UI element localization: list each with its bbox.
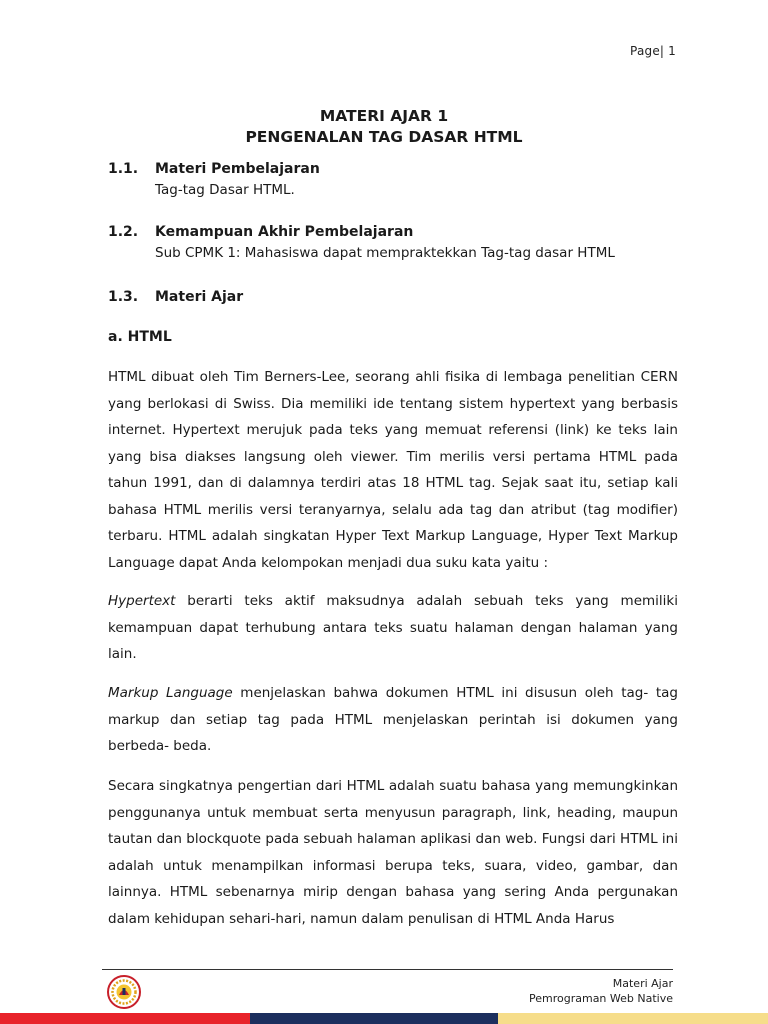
paragraph-intro: HTML dibuat oleh Tim Berners-Lee, seorang ahli fisika di lembaga penelitian CERN yang berlokasi di Swiss. Dia memiliki ide tentang sistem hypertext yang berbasis internet. Hypertext merujuk pada teks yang memuat referensi (link) ke teks lain yang bisa diakses langsung oleh viewer. Tim merilis versi pertama HTML pada tahun 1991, dan di dalamnya terdiri atas 18 HTML tag. Sejak saat itu, setiap kali bahasa HTML merilis versi teranyarnya, selalu ada tag dan atribut (tag modifier) terbaru. HTML adalah singkatan Hyper Text Markup Language, Hyper Text Markup Language dapat Anda kelompokan menjadi dua suku kata yaitu : — [108, 369, 678, 571]
section-content: Sub CPMK 1: Mahasiswa dapat mempraktekkan Tag-tag dasar HTML — [155, 245, 615, 261]
section-content: Tag-tag Dasar HTML. — [155, 182, 295, 198]
footer-line-1: Materi Ajar — [612, 977, 673, 990]
color-bar-navy — [250, 1013, 498, 1024]
subheading-html: a. HTML — [108, 329, 172, 345]
paragraph-hypertext — [108, 588, 678, 668]
section-heading: Kemampuan Akhir Pembelajaran — [155, 224, 414, 240]
footer-caption — [529, 976, 673, 1006]
color-bar-yellow — [498, 1013, 768, 1024]
section-number: 1.2. — [108, 224, 139, 240]
university-seal-icon — [104, 974, 144, 1010]
section-1-1 — [108, 161, 320, 198]
section-1-2 — [108, 224, 615, 261]
paragraph-markup-language — [108, 680, 678, 760]
section-number: 1.3. — [108, 289, 139, 305]
footer-line-2: Pemrograman Web Native — [529, 992, 673, 1005]
paragraph-hypertext-text: berarti teks aktif maksudnya adalah sebuah teks yang memiliki kemampuan dapat terhubung antara teks suatu halaman dengan halaman yang lain. — [108, 593, 678, 662]
title-line-1: MATERI AJAR 1 — [319, 107, 449, 125]
section-heading: Materi Pembelajaran — [155, 161, 320, 177]
footer-color-bar — [0, 1013, 768, 1024]
paragraph-summary: Secara singkatnya pengertian dari HTML adalah suatu bahasa yang memungkinkan penggunanya untuk membuat serta menyusun paragraph, link, heading, maupun tautan dan blockquote pada sebuah halaman aplikasi dan web. Fungsi dari HTML ini adalah untuk menampilkan informasi berupa teks, suara, video, gambar, dan lainnya. HTML sebenarnya mirip dengan bahasa yang sering Anda pergunakan dalam kehidupan sehari-hari, namun dalam penulisan di HTML Anda Harus — [108, 778, 678, 927]
page-number: Page| 1 — [630, 44, 676, 58]
footer-divider — [102, 969, 673, 970]
title-line-2: PENGENALAN TAG DASAR HTML — [245, 128, 523, 146]
term-hypertext: Hypertext — [108, 593, 176, 609]
section-heading: Materi Ajar — [155, 289, 244, 305]
term-markup-language: Markup Language — [108, 685, 233, 701]
section-number: 1.1. — [108, 161, 139, 177]
page-title — [0, 106, 768, 148]
paragraph-markup-text: menjelaskan bahwa dokumen HTML ini disusun oleh tag- tag markup dan setiap tag pada HTML menjelaskan perintah isi dokumen yang berbeda- beda. — [108, 685, 678, 754]
color-bar-red — [0, 1013, 250, 1024]
section-1-3 — [108, 289, 243, 305]
